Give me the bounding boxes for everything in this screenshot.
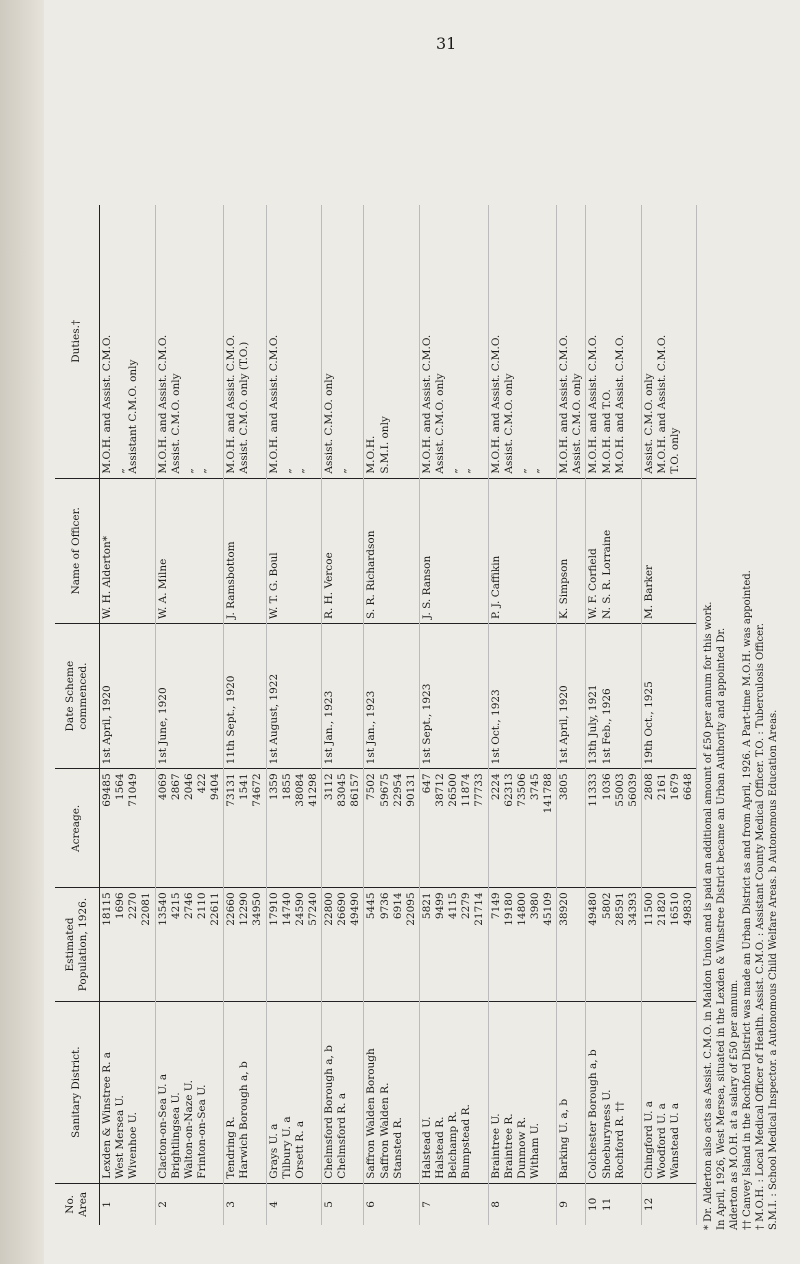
table-row (586, 205, 642, 1225)
cell-population: 38920 (557, 888, 586, 1001)
cell-name: P. J. Caffikin (488, 478, 557, 623)
table-row (155, 205, 224, 1225)
cell-population: 22660 12290 34950 (224, 888, 266, 1001)
cell-date: 1st April, 1920 (557, 623, 586, 768)
cell-duties: M.O.H. S.M.I. only (364, 205, 420, 478)
cell-name: J. Ramsbottom (224, 478, 266, 623)
book-binding-edge (0, 0, 44, 1264)
cell-population: 7149 19180 14800 3980 45109 (488, 888, 557, 1001)
cell-duties: M.O.H. and Assist. C.M.O. Assist. C.M.O. only (T.O.) (224, 205, 266, 478)
cell-acreage: 1359 1855 38084 41298 (266, 769, 322, 888)
table-row (488, 205, 557, 1225)
table-row (224, 205, 266, 1225)
cell-date: 1st Jan., 1923 (322, 623, 364, 768)
header-officer: Name of Officer. (55, 478, 100, 623)
cell-population: 18115 1696 2270 22081 (100, 888, 156, 1001)
table-row (419, 205, 488, 1225)
cell-duties: M.O.H. and Assist. C.M.O. „ Assistant C.M.O. only (100, 205, 156, 478)
cell-name: S. R. Richardson (364, 478, 420, 623)
cell-population: 17910 14740 24590 57240 (266, 888, 322, 1001)
table-row (266, 205, 322, 1225)
footnotes (702, 170, 780, 1230)
cell-acreage: 2808 2161 1679 6648 (641, 769, 697, 888)
cell-district: Tendring R. Harwich Borough a, b (224, 1001, 266, 1183)
cell-district: Chingford U. a Woodford U. a Wanstead U. a (641, 1001, 697, 1183)
cell-name: W. H. Alderton* (100, 478, 156, 623)
cell-duties: M.O.H. and Assist. C.M.O. M.O.H. and T.O. M.O.H. and Assist. C.M.O. (586, 205, 642, 478)
cell-acreage: 69485 1564 71049 (100, 769, 156, 888)
cell-name: M. Barker (641, 478, 697, 623)
cell-no: 7 (419, 1183, 488, 1225)
cell-no: 6 (364, 1183, 420, 1225)
cell-acreage: 2224 62313 73506 3745 141788 (488, 769, 557, 888)
table-row (364, 205, 420, 1225)
cell-acreage: 7502 59675 22954 90131 (364, 769, 420, 888)
cell-population: 5821 9499 4115 2279 21714 (419, 888, 488, 1001)
rotated-table-container (55, 205, 760, 1225)
table-row (100, 205, 156, 1225)
header-acreage: Acreage. (55, 769, 100, 888)
cell-no: 3 (224, 1183, 266, 1225)
cell-district: Saffron Walden Borough Saffron Walden R. Stansted R. (364, 1001, 420, 1183)
table-header-row (55, 205, 100, 1225)
cell-duties: Assist. C.M.O. only „ (322, 205, 364, 478)
cell-district: Braintree U. Braintree R. Dunmow R. Witham U. (488, 1001, 557, 1183)
cell-population: 49480 5802 28591 34393 (586, 888, 642, 1001)
cell-district: Chelmsford Borough a, b Chelmsford R. a (322, 1001, 364, 1183)
cell-name: W. T. G. Boul (266, 478, 322, 623)
table-row (557, 205, 586, 1225)
cell-no: 1 (100, 1183, 156, 1225)
header-duties: Duties.† (55, 205, 100, 478)
cell-district: Lexden & Winstree R. a West Mersea U. Wivenhoe U. (100, 1001, 156, 1183)
header-population: Estimated Population, 1926. (55, 888, 100, 1001)
cell-acreage: 647 38712 26500 11874 77733 (419, 769, 488, 888)
footnote: Alderton as M.O.H. at a salary of £50 per annum. (729, 979, 740, 1230)
cell-population: 5445 9736 6914 22095 (364, 888, 420, 1001)
cell-district: Halstead U. Halstead R. Belchamp R. Bumpstead R. (419, 1001, 488, 1183)
cell-name: K. Simpson (557, 478, 586, 623)
cell-population: 13540 4215 2746 2110 22611 (155, 888, 224, 1001)
page-number: 31 (436, 34, 457, 53)
cell-name: W. F. Corfield N. S. R. Lorraine (586, 478, 642, 623)
cell-district: Clacton-on-Sea U. a Brightlingsea U. Walton-on-Naze U. Frinton-on-Sea U. (155, 1001, 224, 1183)
cell-name: W. A. Milne (155, 478, 224, 623)
cell-date: 11th Sept., 1920 (224, 623, 266, 768)
cell-no: 10 11 (586, 1183, 642, 1225)
cell-duties: M.O.H. and Assist. C.M.O. Assist. C.M.O. only „ „ (419, 205, 488, 478)
footnote: S.M.I. : School Medical Inspector. a Autonomous Child Welfare Areas. b Autonomous Education Areas. (768, 709, 779, 1230)
cell-district: Grays U. a Tilbury U. a Orsett R. a (266, 1001, 322, 1183)
footnote: In April, 1926, West Mersea, situated in the Lexden & Winstree District became an Urban Authority and appointed Dr. (716, 627, 727, 1230)
cell-no: 9 (557, 1183, 586, 1225)
cell-district: Barking U. a, b (557, 1001, 586, 1183)
cell-acreage: 4069 2867 2046 422 9404 (155, 769, 224, 888)
cell-duties: M.O.H. and Assist. C.M.O. „ „ (266, 205, 322, 478)
header-date: Date Scheme commenced. (55, 623, 100, 768)
table-row (641, 205, 697, 1225)
cell-acreage: 3805 (557, 769, 586, 888)
cell-duties: M.O.H. and Assist. C.M.O. Assist. C.M.O. only (557, 205, 586, 478)
cell-duties: M.O.H. and Assist. C.M.O. Assist. C.M.O. only „ „ (488, 205, 557, 478)
cell-population: 11500 21820 16510 49830 (641, 888, 697, 1001)
header-no: No. Area (55, 1183, 100, 1225)
cell-name: R. H. Vercoe (322, 478, 364, 623)
cell-population: 22800 26690 49490 (322, 888, 364, 1001)
cell-date: 13th July, 1921 1st Feb., 1926 (586, 623, 642, 768)
medical-officers-table (55, 205, 697, 1225)
header-district: Sanitary District. (55, 1001, 100, 1183)
cell-acreage: 73131 1541 74672 (224, 769, 266, 888)
cell-no: 4 (266, 1183, 322, 1225)
cell-no: 12 (641, 1183, 697, 1225)
cell-date: 1st Sept., 1923 (419, 623, 488, 768)
cell-duties: Assist. C.M.O. only M.O.H. and Assist. C.M.O. T.O. only (641, 205, 697, 478)
footnote: † M.O.H. : Local Medical Officer of Health. Assist. C.M.O. : Assistant County Medical Officer. T.O. : Tuberculosis Officer. (755, 623, 766, 1230)
cell-acreage: 11333 1036 55003 56039 (586, 769, 642, 888)
table-row (322, 205, 364, 1225)
cell-duties: M.O.H. and Assist. C.M.O. Assist. C.M.O. only „ „ (155, 205, 224, 478)
cell-no: 2 (155, 1183, 224, 1225)
cell-no: 8 (488, 1183, 557, 1225)
cell-no: 5 (322, 1183, 364, 1225)
cell-date: 1st April, 1920 (100, 623, 156, 768)
footnote: * Dr. Alderton also acts as Assist. C.M.O. in Maldon Union and is paid an additional amount of £50 per annum for this work. (703, 601, 714, 1230)
cell-date: 19th Oct., 1925 (641, 623, 697, 768)
footnote: †† Canvey Island in the Rochford District was made an Urban District as and from April, 1926. A Part-time M.O.H. was appointed. (742, 570, 753, 1230)
cell-date: 1st June, 1920 (155, 623, 224, 768)
cell-acreage: 3112 83045 86157 (322, 769, 364, 888)
cell-date: 1st Jan., 1923 (364, 623, 420, 768)
cell-date: 1st August, 1922 (266, 623, 322, 768)
cell-name: J. S. Ranson (419, 478, 488, 623)
cell-district: Colchester Borough a, b Shoeburyness U. Rochford R. †† (586, 1001, 642, 1183)
cell-date: 1st Oct., 1923 (488, 623, 557, 768)
